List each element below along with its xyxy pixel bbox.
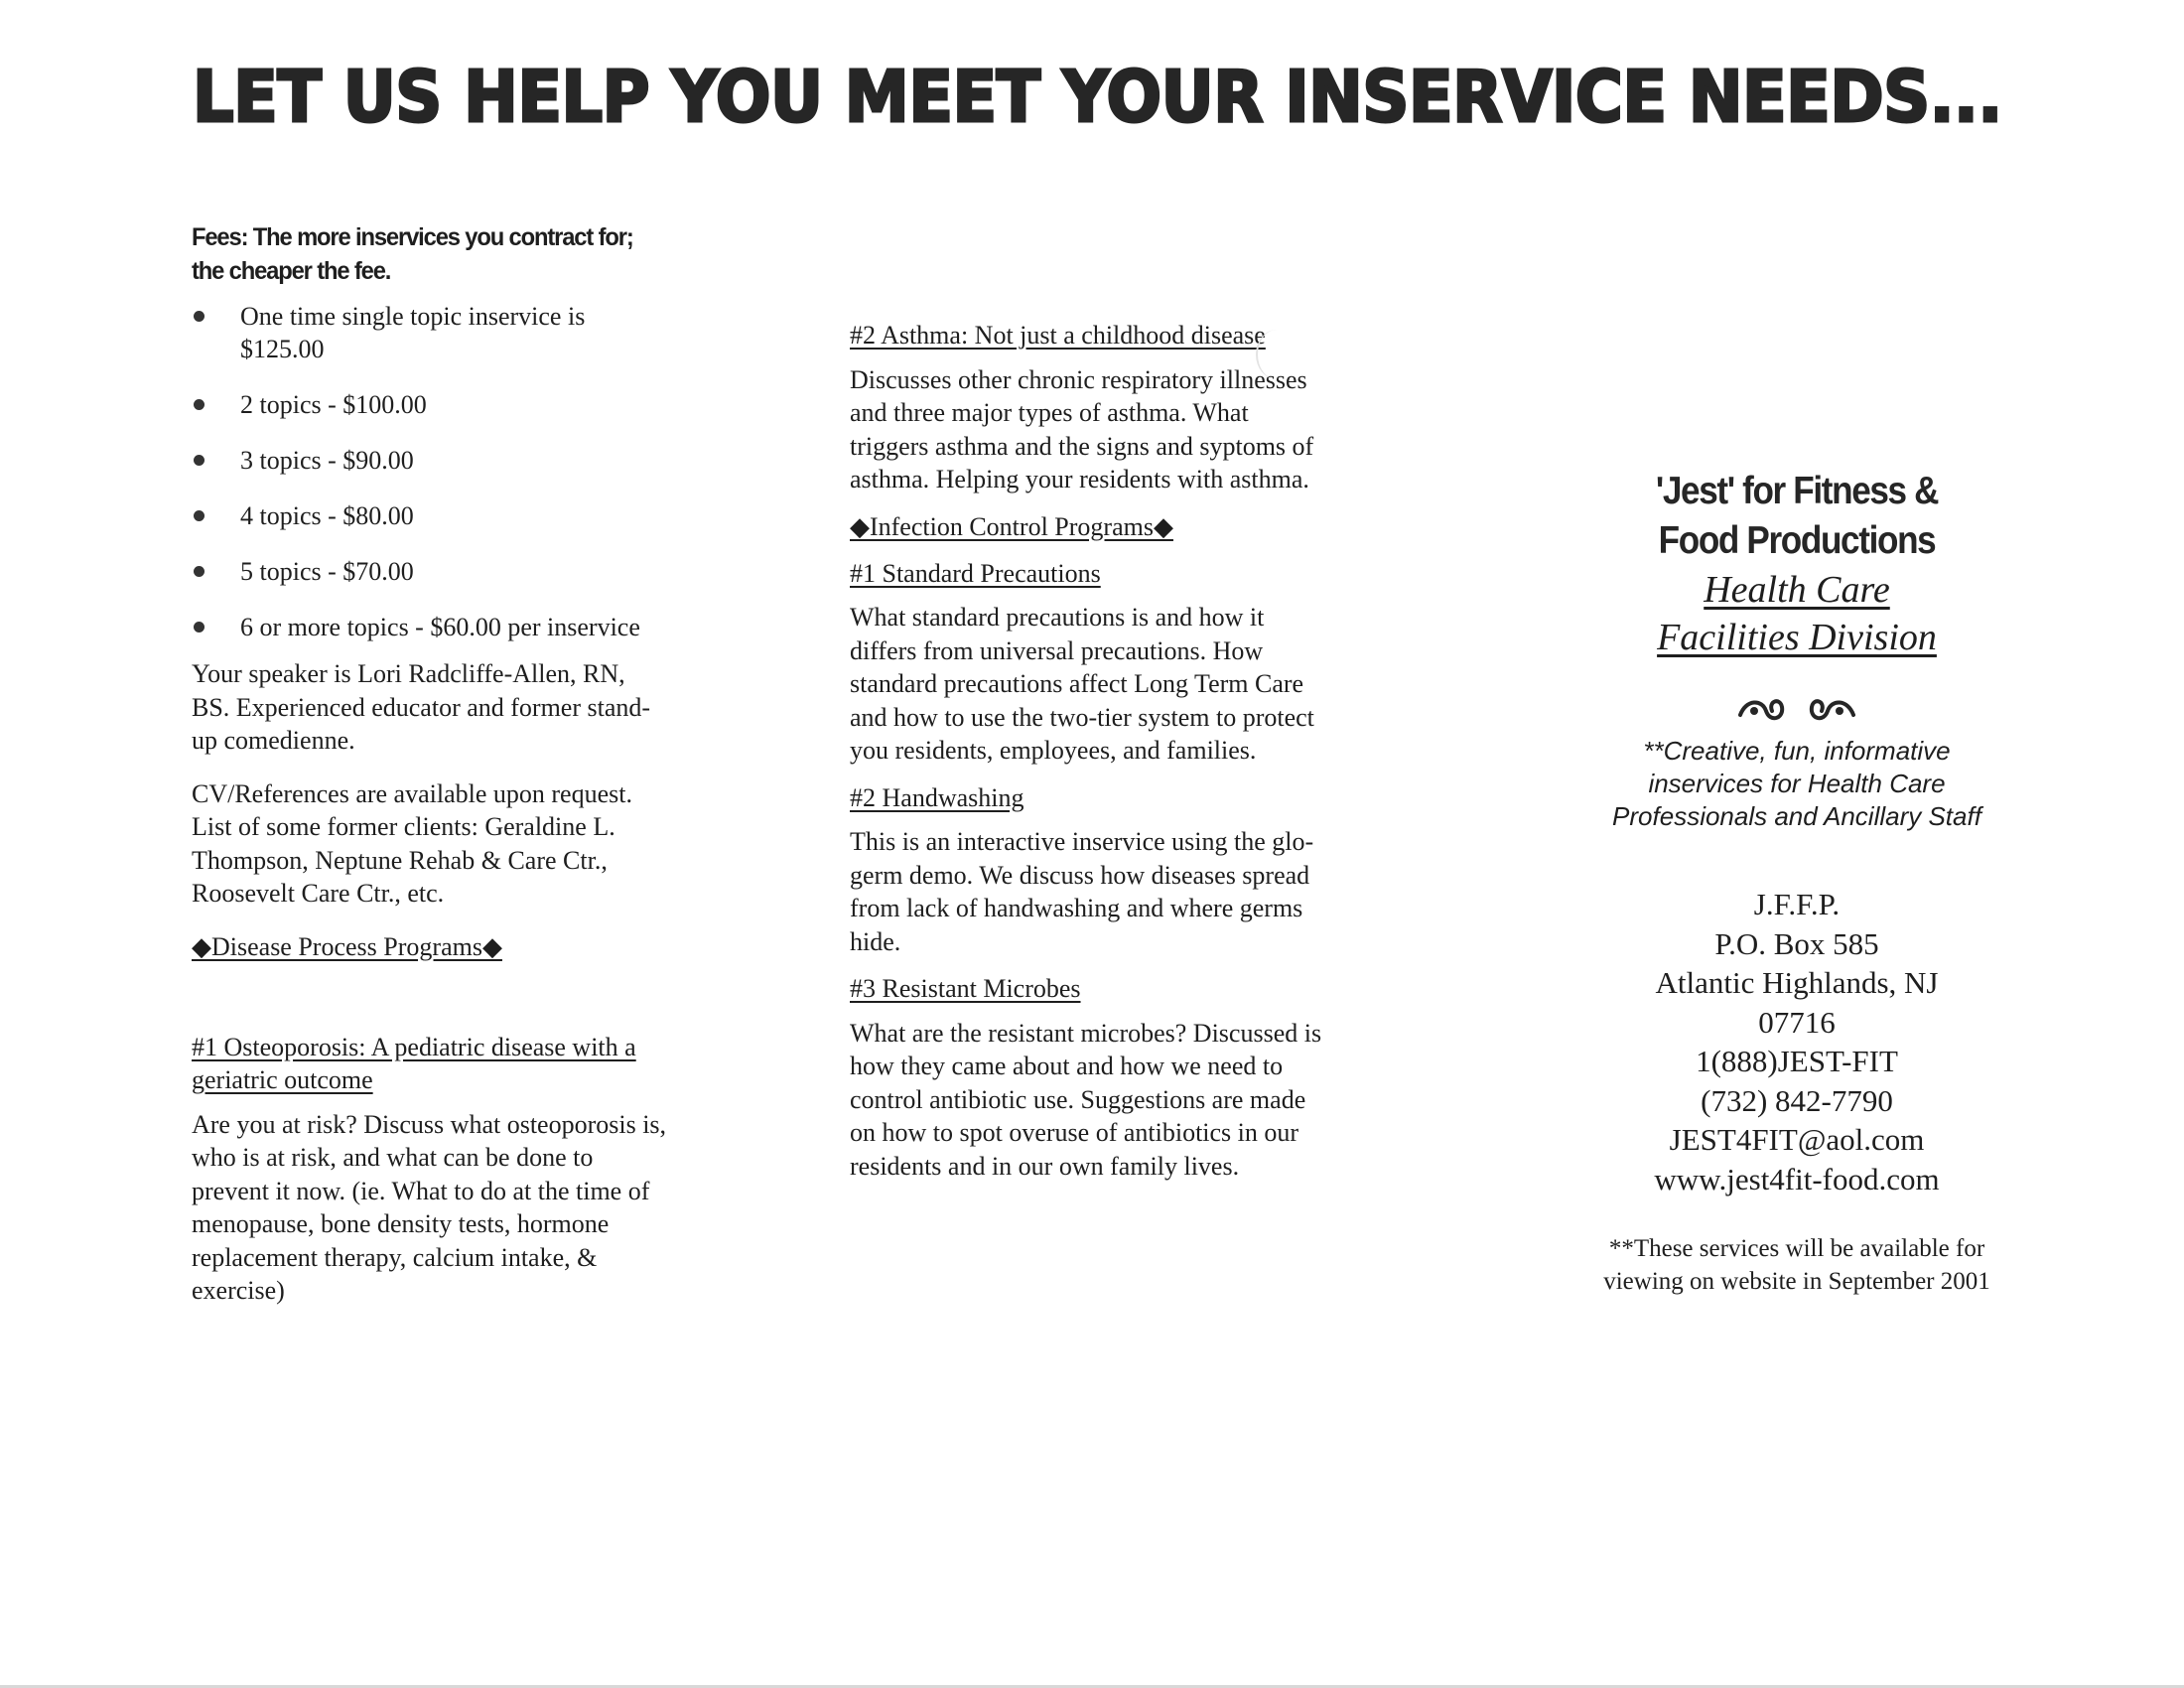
resistant-microbes-text: What are the resistant microbes? Discussed is how they came about and how we need to control antibiotic use. Suggestions are made on how to spot overuse of antibiotics in our residents and in our own family lives. bbox=[850, 1018, 1322, 1181]
bullet-icon bbox=[194, 566, 205, 577]
fees-heading: Fees: The more inservices you contract for; the cheaper the fee. bbox=[192, 223, 633, 285]
contact-website: www.jest4fit-food.com bbox=[1654, 1161, 1940, 1196]
fees-list bbox=[192, 300, 668, 643]
column-programs bbox=[850, 319, 1326, 1183]
fee-text: 6 or more topics - $60.00 per inservice bbox=[240, 613, 640, 641]
list-item bbox=[192, 611, 668, 643]
availability-note: **These services will be available for viewing on website in September 2001 bbox=[1603, 1235, 1990, 1295]
asthma-text: Discusses other chronic respiratory illnesses and three major types of asthma. What triggers asthma and the signs and syptoms of asthma. Helping your residents with asthma. bbox=[850, 364, 1314, 493]
fee-text: One time single topic inservice is $125.00 bbox=[240, 302, 586, 363]
speaker-paragraph: Your speaker is Lori Radcliffe-Allen, RN, BS. Experienced educator and former stand-up comedienne. bbox=[192, 659, 651, 755]
contact-po-box: P.O. Box 585 bbox=[1714, 925, 1879, 961]
contact-phone: (732) 842-7790 bbox=[1701, 1082, 1893, 1118]
fleuron-ornament-icon bbox=[1588, 689, 2005, 729]
infection-programs-heading: ◆Infection Control Programs◆ bbox=[850, 511, 1173, 541]
contact-zip: 07716 bbox=[1758, 1004, 1836, 1040]
column-brand-contact bbox=[1588, 467, 2005, 1298]
references-paragraph: CV/References are available upon request. List of some former clients: Geraldine L. Thompson, Neptune Rehab & Care Ctr., Roosevelt Care Ctr., etc. bbox=[192, 778, 632, 908]
resistant-microbes-title: #3 Resistant Microbes bbox=[850, 974, 1081, 1003]
osteoporosis-text: Are you at risk? Discuss what osteoporosis is, who is at risk, and what can be done to prevent it now. (ie. What to do at the time of menopause, bone density tests, hormone replacement therapy, calcium intake, & exercise) bbox=[192, 1109, 667, 1305]
list-item bbox=[192, 388, 668, 421]
tagline: **Creative, fun, informative inservices for Health Care Professionals and Ancillary Staff bbox=[1612, 736, 1981, 831]
fee-text: 2 topics - $100.00 bbox=[240, 390, 427, 419]
disease-programs-heading: ◆Disease Process Programs◆ bbox=[192, 931, 502, 961]
list-item bbox=[192, 499, 668, 532]
scan-mark bbox=[1256, 330, 1297, 379]
contact-name: J.F.F.P. bbox=[1753, 887, 1841, 921]
asthma-title: #2 Asthma: Not just a childhood disease bbox=[850, 321, 1266, 350]
handwashing-text: This is an interactive inservice using the glo-germ demo. We discuss how diseases spread from lack of handwashing and where germs hide. bbox=[850, 827, 1314, 956]
bullet-icon bbox=[194, 311, 205, 322]
page-headline: LET US HELP YOU MEET YOUR INSERVICE NEEDS... bbox=[193, 56, 2002, 138]
contact-email: JEST4FIT@aol.com bbox=[1669, 1122, 1925, 1157]
list-item bbox=[192, 300, 668, 365]
contact-phone-tollfree: 1(888)JEST-FIT bbox=[1696, 1044, 1898, 1078]
division-line1: Health Care bbox=[1704, 569, 1890, 611]
standard-precautions-text: What standard precautions is and how it differs from universal precautions. How standard precautions affect Long Term Care and how to use the two-tier system to protect you residents, employees, and families. bbox=[850, 603, 1314, 765]
bullet-icon bbox=[194, 510, 205, 521]
brand-name-line2: Food Productions bbox=[1658, 519, 1936, 562]
standard-precautions-title: #1 Standard Precautions bbox=[850, 558, 1101, 588]
brand-name-line1: 'Jest' for Fitness & bbox=[1655, 470, 1939, 512]
bullet-icon bbox=[194, 399, 205, 410]
bullet-icon bbox=[194, 455, 205, 466]
fee-text: 5 topics - $70.00 bbox=[240, 557, 414, 586]
list-item bbox=[192, 555, 668, 588]
contact-city: Atlantic Highlands, NJ bbox=[1655, 965, 1939, 1000]
fee-text: 3 topics - $90.00 bbox=[240, 446, 414, 475]
column-fees-disease bbox=[192, 220, 668, 1308]
list-item bbox=[192, 444, 668, 477]
handwashing-title: #2 Handwashing bbox=[850, 782, 1024, 812]
bullet-icon bbox=[194, 622, 205, 633]
division-line2: Facilities Division bbox=[1657, 617, 1937, 658]
contact-block bbox=[1588, 885, 2005, 1198]
fee-text: 4 topics - $80.00 bbox=[240, 501, 414, 530]
osteoporosis-title: #1 Osteoporosis: A pediatric disease with a geriatric outcome bbox=[192, 1032, 636, 1094]
fleuron-ornament-icon-svg bbox=[1732, 689, 1861, 729]
